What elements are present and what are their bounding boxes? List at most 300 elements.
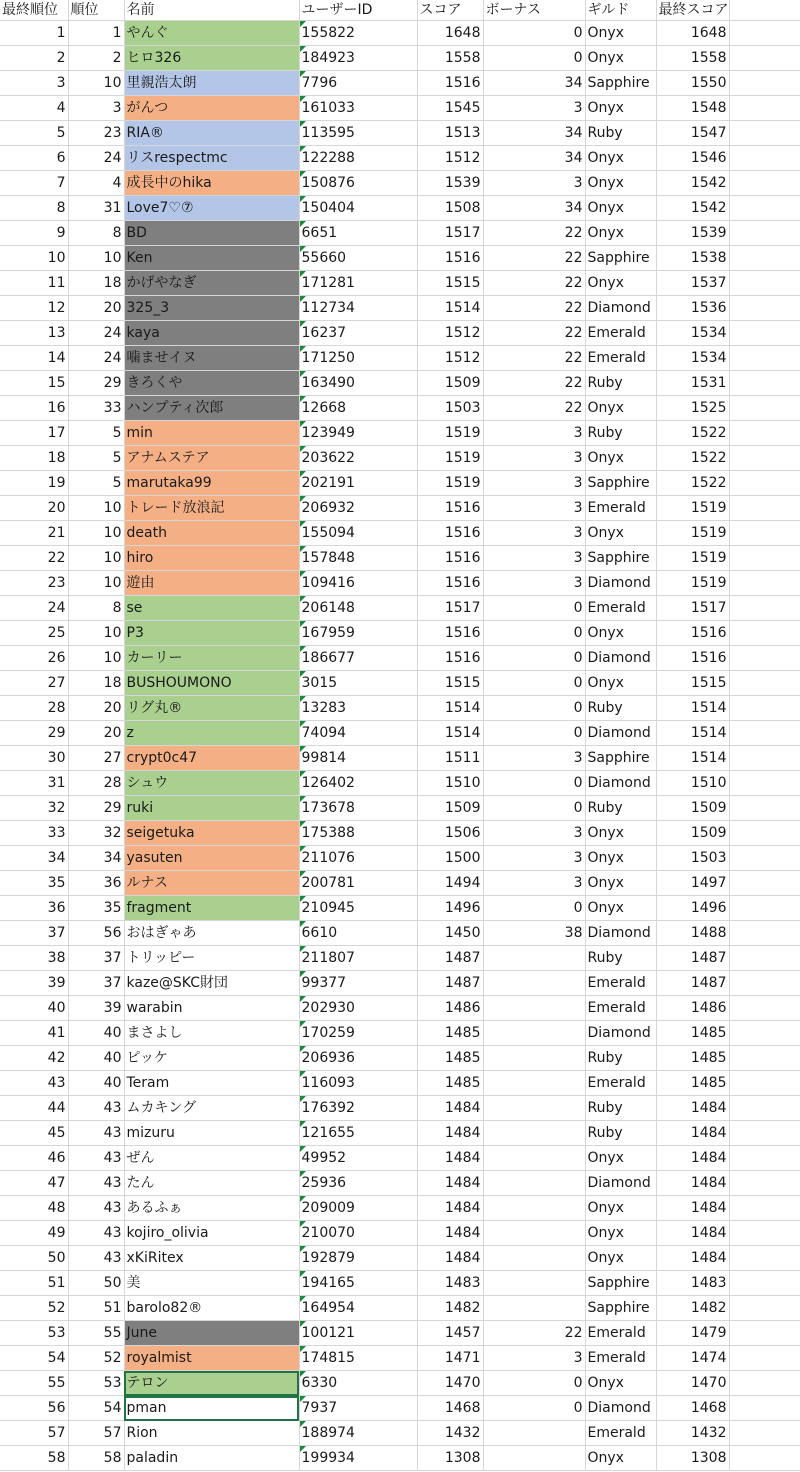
cell-guild[interactable]: Onyx — [585, 146, 656, 171]
cell-rank[interactable]: 10 — [68, 71, 124, 96]
cell-bonus[interactable]: 3 — [483, 96, 585, 121]
cell-final-rank[interactable]: 13 — [0, 321, 68, 346]
cell-guild[interactable]: Ruby — [585, 696, 656, 721]
cell-name[interactable]: 成長中のhika — [124, 171, 299, 196]
cell-final-score[interactable]: 1537 — [656, 271, 729, 296]
cell-final-score[interactable]: 1488 — [656, 921, 729, 946]
cell-bonus[interactable] — [483, 971, 585, 996]
cell-name[interactable]: kojiro_olivia — [124, 1221, 299, 1246]
cell-guild[interactable]: Onyx — [585, 871, 656, 896]
cell-final-score[interactable]: 1514 — [656, 696, 729, 721]
cell-final-score[interactable]: 1479 — [656, 1321, 729, 1346]
cell-user-id[interactable]: 16237 — [299, 321, 417, 346]
cell-name[interactable]: がんつ — [124, 96, 299, 121]
cell-final-score[interactable]: 1519 — [656, 496, 729, 521]
cell-empty[interactable] — [729, 646, 800, 671]
cell-final-rank[interactable]: 45 — [0, 1121, 68, 1146]
cell-name[interactable]: ぜん — [124, 1146, 299, 1171]
cell-guild[interactable]: Onyx — [585, 1246, 656, 1271]
cell-user-id[interactable]: 116093 — [299, 1071, 417, 1096]
cell-score[interactable]: 1482 — [417, 1296, 483, 1321]
cell-user-id[interactable]: 99814 — [299, 746, 417, 771]
cell-name[interactable]: BD — [124, 221, 299, 246]
cell-final-score[interactable]: 1484 — [656, 1171, 729, 1196]
cell-guild[interactable]: Diamond — [585, 296, 656, 321]
cell-final-score[interactable]: 1509 — [656, 796, 729, 821]
cell-empty[interactable] — [729, 1246, 800, 1271]
cell-final-rank[interactable]: 55 — [0, 1371, 68, 1396]
cell-guild[interactable]: Sapphire — [585, 246, 656, 271]
header-name[interactable]: 名前 — [124, 0, 299, 21]
cell-rank[interactable]: 28 — [68, 771, 124, 796]
cell-bonus[interactable] — [483, 1271, 585, 1296]
cell-score[interactable]: 1496 — [417, 896, 483, 921]
cell-name[interactable]: トレード放浪記 — [124, 496, 299, 521]
cell-final-score[interactable]: 1497 — [656, 871, 729, 896]
cell-final-score[interactable]: 1522 — [656, 421, 729, 446]
cell-bonus[interactable]: 0 — [483, 1396, 585, 1421]
cell-bonus[interactable]: 3 — [483, 171, 585, 196]
cell-name[interactable]: death — [124, 521, 299, 546]
cell-empty[interactable] — [729, 996, 800, 1021]
cell-bonus[interactable]: 3 — [483, 746, 585, 771]
cell-final-rank[interactable]: 56 — [0, 1396, 68, 1421]
cell-score[interactable]: 1483 — [417, 1271, 483, 1296]
cell-guild[interactable]: Diamond — [585, 1171, 656, 1196]
cell-score[interactable]: 1648 — [417, 21, 483, 46]
cell-score[interactable]: 1516 — [417, 546, 483, 571]
cell-name[interactable]: 遊由 — [124, 571, 299, 596]
cell-name[interactable]: fragment — [124, 896, 299, 921]
cell-final-score[interactable]: 1558 — [656, 46, 729, 71]
cell-final-score[interactable]: 1432 — [656, 1421, 729, 1446]
cell-guild[interactable]: Ruby — [585, 121, 656, 146]
cell-rank[interactable]: 29 — [68, 796, 124, 821]
cell-guild[interactable]: Diamond — [585, 1396, 656, 1421]
cell-user-id[interactable]: 171250 — [299, 346, 417, 371]
cell-guild[interactable]: Onyx — [585, 1146, 656, 1171]
cell-guild[interactable]: Emerald — [585, 1321, 656, 1346]
cell-name[interactable]: アナムステア — [124, 446, 299, 471]
cell-user-id[interactable]: 192879 — [299, 1246, 417, 1271]
cell-name[interactable]: hiro — [124, 546, 299, 571]
cell-final-rank[interactable]: 11 — [0, 271, 68, 296]
cell-score[interactable]: 1515 — [417, 671, 483, 696]
cell-user-id[interactable]: 188974 — [299, 1421, 417, 1446]
cell-guild[interactable]: Emerald — [585, 1071, 656, 1096]
cell-rank[interactable]: 40 — [68, 1021, 124, 1046]
cell-user-id[interactable]: 184923 — [299, 46, 417, 71]
cell-final-score[interactable]: 1550 — [656, 71, 729, 96]
cell-name[interactable]: あるふぁ — [124, 1196, 299, 1221]
cell-empty[interactable] — [729, 1096, 800, 1121]
cell-final-rank[interactable]: 24 — [0, 596, 68, 621]
cell-empty[interactable] — [729, 921, 800, 946]
cell-final-rank[interactable]: 43 — [0, 1071, 68, 1096]
cell-final-rank[interactable]: 2 — [0, 46, 68, 71]
cell-bonus[interactable]: 3 — [483, 1346, 585, 1371]
cell-score[interactable]: 1484 — [417, 1196, 483, 1221]
cell-final-score[interactable]: 1525 — [656, 396, 729, 421]
cell-rank[interactable]: 58 — [68, 1446, 124, 1471]
cell-final-score[interactable]: 1519 — [656, 546, 729, 571]
cell-final-rank[interactable]: 23 — [0, 571, 68, 596]
cell-name[interactable]: ピッケ — [124, 1046, 299, 1071]
cell-rank[interactable]: 10 — [68, 246, 124, 271]
cell-empty[interactable] — [729, 1346, 800, 1371]
cell-bonus[interactable] — [483, 1246, 585, 1271]
cell-user-id[interactable]: 194165 — [299, 1271, 417, 1296]
cell-final-rank[interactable]: 30 — [0, 746, 68, 771]
cell-user-id[interactable]: 161033 — [299, 96, 417, 121]
cell-final-rank[interactable]: 47 — [0, 1171, 68, 1196]
cell-score[interactable]: 1468 — [417, 1396, 483, 1421]
cell-final-score[interactable]: 1487 — [656, 971, 729, 996]
cell-rank[interactable]: 2 — [68, 46, 124, 71]
cell-empty[interactable] — [729, 721, 800, 746]
cell-score[interactable]: 1515 — [417, 271, 483, 296]
cell-empty[interactable] — [729, 571, 800, 596]
cell-user-id[interactable]: 6651 — [299, 221, 417, 246]
cell-user-id[interactable]: 202930 — [299, 996, 417, 1021]
cell-final-score[interactable]: 1516 — [656, 621, 729, 646]
cell-score[interactable]: 1506 — [417, 821, 483, 846]
cell-guild[interactable]: Onyx — [585, 1446, 656, 1471]
cell-empty[interactable] — [729, 1421, 800, 1446]
cell-final-rank[interactable]: 31 — [0, 771, 68, 796]
cell-guild[interactable]: Onyx — [585, 621, 656, 646]
cell-guild[interactable]: Onyx — [585, 46, 656, 71]
cell-bonus[interactable] — [483, 1296, 585, 1321]
cell-empty[interactable] — [729, 821, 800, 846]
cell-user-id[interactable]: 121655 — [299, 1121, 417, 1146]
cell-user-id[interactable]: 211807 — [299, 946, 417, 971]
cell-score[interactable]: 1516 — [417, 246, 483, 271]
cell-bonus[interactable]: 0 — [483, 596, 585, 621]
cell-guild[interactable]: Onyx — [585, 396, 656, 421]
cell-user-id[interactable]: 126402 — [299, 771, 417, 796]
cell-final-rank[interactable]: 40 — [0, 996, 68, 1021]
cell-guild[interactable]: Emerald — [585, 996, 656, 1021]
cell-user-id[interactable]: 211076 — [299, 846, 417, 871]
cell-user-id[interactable]: 100121 — [299, 1321, 417, 1346]
cell-name[interactable]: ハンプティ次郎 — [124, 396, 299, 421]
cell-user-id[interactable]: 164954 — [299, 1296, 417, 1321]
cell-final-rank[interactable]: 25 — [0, 621, 68, 646]
cell-name[interactable]: June — [124, 1321, 299, 1346]
cell-empty[interactable] — [729, 771, 800, 796]
cell-rank[interactable]: 27 — [68, 746, 124, 771]
cell-empty[interactable] — [729, 671, 800, 696]
cell-guild[interactable]: Ruby — [585, 1046, 656, 1071]
cell-bonus[interactable] — [483, 1196, 585, 1221]
cell-score[interactable]: 1508 — [417, 196, 483, 221]
cell-final-rank[interactable]: 3 — [0, 71, 68, 96]
cell-score[interactable]: 1512 — [417, 321, 483, 346]
cell-final-rank[interactable]: 58 — [0, 1446, 68, 1471]
cell-name[interactable]: Teram — [124, 1071, 299, 1096]
cell-empty[interactable] — [729, 746, 800, 771]
cell-score[interactable]: 1519 — [417, 421, 483, 446]
cell-name[interactable]: se — [124, 596, 299, 621]
cell-final-score[interactable]: 1509 — [656, 821, 729, 846]
cell-final-rank[interactable]: 9 — [0, 221, 68, 246]
cell-user-id[interactable]: 74094 — [299, 721, 417, 746]
cell-guild[interactable]: Onyx — [585, 1221, 656, 1246]
cell-rank[interactable]: 20 — [68, 296, 124, 321]
cell-rank[interactable]: 23 — [68, 121, 124, 146]
cell-final-score[interactable]: 1516 — [656, 646, 729, 671]
cell-name[interactable]: ruki — [124, 796, 299, 821]
cell-rank[interactable]: 5 — [68, 446, 124, 471]
cell-bonus[interactable]: 34 — [483, 196, 585, 221]
cell-rank[interactable]: 40 — [68, 1071, 124, 1096]
cell-guild[interactable]: Onyx — [585, 196, 656, 221]
cell-bonus[interactable]: 0 — [483, 896, 585, 921]
cell-user-id[interactable]: 7937 — [299, 1396, 417, 1421]
cell-name[interactable]: 325_3 — [124, 296, 299, 321]
cell-final-score[interactable]: 1485 — [656, 1071, 729, 1096]
cell-guild[interactable]: Sapphire — [585, 471, 656, 496]
cell-empty[interactable] — [729, 396, 800, 421]
cell-empty[interactable] — [729, 871, 800, 896]
cell-final-score[interactable]: 1486 — [656, 996, 729, 1021]
cell-user-id[interactable]: 209009 — [299, 1196, 417, 1221]
cell-name[interactable]: 里親浩太朗 — [124, 71, 299, 96]
cell-name[interactable]: ムカキング — [124, 1096, 299, 1121]
cell-score[interactable]: 1450 — [417, 921, 483, 946]
cell-bonus[interactable]: 22 — [483, 371, 585, 396]
cell-rank[interactable]: 56 — [68, 921, 124, 946]
cell-rank[interactable]: 43 — [68, 1121, 124, 1146]
cell-score[interactable]: 1516 — [417, 646, 483, 671]
cell-rank[interactable]: 24 — [68, 321, 124, 346]
cell-empty[interactable] — [729, 46, 800, 71]
cell-guild[interactable]: Onyx — [585, 821, 656, 846]
cell-score[interactable]: 1500 — [417, 846, 483, 871]
cell-guild[interactable]: Emerald — [585, 1421, 656, 1446]
cell-name[interactable]: royalmist — [124, 1346, 299, 1371]
cell-empty[interactable] — [729, 696, 800, 721]
cell-final-rank[interactable]: 28 — [0, 696, 68, 721]
cell-bonus[interactable] — [483, 996, 585, 1021]
cell-final-score[interactable]: 1519 — [656, 571, 729, 596]
cell-final-score[interactable]: 1485 — [656, 1021, 729, 1046]
cell-rank[interactable]: 57 — [68, 1421, 124, 1446]
cell-bonus[interactable]: 3 — [483, 846, 585, 871]
cell-user-id[interactable]: 99377 — [299, 971, 417, 996]
cell-guild[interactable]: Sapphire — [585, 1271, 656, 1296]
cell-final-score[interactable]: 1548 — [656, 96, 729, 121]
cell-user-id[interactable]: 109416 — [299, 571, 417, 596]
cell-final-rank[interactable]: 27 — [0, 671, 68, 696]
cell-guild[interactable]: Sapphire — [585, 546, 656, 571]
cell-final-score[interactable]: 1496 — [656, 896, 729, 921]
cell-guild[interactable]: Diamond — [585, 1021, 656, 1046]
cell-score[interactable]: 1485 — [417, 1071, 483, 1096]
cell-name[interactable]: Rion — [124, 1421, 299, 1446]
cell-final-rank[interactable]: 39 — [0, 971, 68, 996]
cell-guild[interactable]: Emerald — [585, 596, 656, 621]
cell-rank[interactable]: 43 — [68, 1246, 124, 1271]
cell-score[interactable]: 1513 — [417, 121, 483, 146]
cell-user-id[interactable]: 6610 — [299, 921, 417, 946]
cell-rank[interactable]: 50 — [68, 1271, 124, 1296]
cell-name[interactable]: 美 — [124, 1271, 299, 1296]
cell-guild[interactable]: Diamond — [585, 771, 656, 796]
cell-final-rank[interactable]: 29 — [0, 721, 68, 746]
cell-final-rank[interactable]: 42 — [0, 1046, 68, 1071]
header-final-rank[interactable]: 最終順位 — [0, 0, 68, 21]
cell-guild[interactable]: Diamond — [585, 646, 656, 671]
cell-user-id[interactable]: 123949 — [299, 421, 417, 446]
cell-name[interactable]: barolo82® — [124, 1296, 299, 1321]
cell-final-rank[interactable]: 33 — [0, 821, 68, 846]
cell-empty[interactable] — [729, 1271, 800, 1296]
cell-bonus[interactable] — [483, 1421, 585, 1446]
cell-final-rank[interactable]: 57 — [0, 1421, 68, 1446]
cell-user-id[interactable]: 200781 — [299, 871, 417, 896]
header-score[interactable]: スコア — [417, 0, 483, 21]
cell-score[interactable]: 1516 — [417, 496, 483, 521]
cell-name[interactable]: RIA® — [124, 121, 299, 146]
cell-final-score[interactable]: 1474 — [656, 1346, 729, 1371]
cell-guild[interactable]: Emerald — [585, 321, 656, 346]
cell-rank[interactable]: 33 — [68, 396, 124, 421]
cell-name[interactable]: z — [124, 721, 299, 746]
cell-final-rank[interactable]: 16 — [0, 396, 68, 421]
cell-score[interactable]: 1516 — [417, 621, 483, 646]
cell-user-id[interactable]: 173678 — [299, 796, 417, 821]
cell-final-score[interactable]: 1484 — [656, 1121, 729, 1146]
cell-name[interactable]: Love7♡⑦ — [124, 196, 299, 221]
cell-empty[interactable] — [729, 1396, 800, 1421]
cell-rank[interactable]: 8 — [68, 221, 124, 246]
cell-name[interactable]: seigetuka — [124, 821, 299, 846]
cell-score[interactable]: 1503 — [417, 396, 483, 421]
cell-user-id[interactable]: 206148 — [299, 596, 417, 621]
cell-empty[interactable] — [729, 1321, 800, 1346]
cell-rank[interactable]: 43 — [68, 1146, 124, 1171]
cell-score[interactable]: 1511 — [417, 746, 483, 771]
cell-guild[interactable]: Ruby — [585, 371, 656, 396]
cell-user-id[interactable]: 12668 — [299, 396, 417, 421]
cell-guild[interactable]: Diamond — [585, 921, 656, 946]
cell-user-id[interactable]: 186677 — [299, 646, 417, 671]
cell-guild[interactable]: Onyx — [585, 221, 656, 246]
cell-rank[interactable]: 39 — [68, 996, 124, 1021]
cell-rank[interactable]: 54 — [68, 1396, 124, 1421]
cell-score[interactable]: 1432 — [417, 1421, 483, 1446]
cell-empty[interactable] — [729, 621, 800, 646]
cell-name[interactable]: xKiRitex — [124, 1246, 299, 1271]
cell-final-rank[interactable]: 51 — [0, 1271, 68, 1296]
cell-rank[interactable]: 3 — [68, 96, 124, 121]
cell-name[interactable]: トリッピー — [124, 946, 299, 971]
cell-name[interactable]: カーリー — [124, 646, 299, 671]
cell-name[interactable]: ヒロ326 — [124, 46, 299, 71]
cell-final-rank[interactable]: 19 — [0, 471, 68, 496]
cell-rank[interactable]: 10 — [68, 621, 124, 646]
cell-guild[interactable]: Ruby — [585, 796, 656, 821]
cell-rank[interactable]: 24 — [68, 146, 124, 171]
cell-rank[interactable]: 10 — [68, 496, 124, 521]
cell-bonus[interactable]: 0 — [483, 21, 585, 46]
cell-user-id[interactable]: 199934 — [299, 1446, 417, 1471]
cell-final-score[interactable]: 1531 — [656, 371, 729, 396]
cell-empty[interactable] — [729, 96, 800, 121]
cell-final-rank[interactable]: 34 — [0, 846, 68, 871]
cell-empty[interactable] — [729, 471, 800, 496]
cell-empty[interactable] — [729, 196, 800, 221]
cell-score[interactable]: 1539 — [417, 171, 483, 196]
cell-empty[interactable] — [729, 246, 800, 271]
cell-name[interactable]: テロン — [124, 1371, 299, 1396]
cell-final-rank[interactable]: 52 — [0, 1296, 68, 1321]
cell-final-rank[interactable]: 8 — [0, 196, 68, 221]
cell-score[interactable]: 1484 — [417, 1171, 483, 1196]
cell-score[interactable]: 1514 — [417, 696, 483, 721]
cell-bonus[interactable]: 0 — [483, 621, 585, 646]
cell-bonus[interactable]: 3 — [483, 496, 585, 521]
cell-name[interactable]: たん — [124, 1171, 299, 1196]
cell-final-rank[interactable]: 17 — [0, 421, 68, 446]
cell-final-score[interactable]: 1484 — [656, 1246, 729, 1271]
cell-final-score[interactable]: 1517 — [656, 596, 729, 621]
cell-name[interactable]: mizuru — [124, 1121, 299, 1146]
cell-user-id[interactable]: 25936 — [299, 1171, 417, 1196]
cell-bonus[interactable]: 3 — [483, 521, 585, 546]
cell-final-score[interactable]: 1534 — [656, 321, 729, 346]
header-bonus[interactable]: ボーナス — [483, 0, 585, 21]
cell-bonus[interactable]: 3 — [483, 571, 585, 596]
cell-final-rank[interactable]: 14 — [0, 346, 68, 371]
cell-empty[interactable] — [729, 1446, 800, 1471]
cell-bonus[interactable]: 3 — [483, 471, 585, 496]
cell-score[interactable]: 1484 — [417, 1246, 483, 1271]
cell-final-score[interactable]: 1510 — [656, 771, 729, 796]
cell-name[interactable]: 噛ませイヌ — [124, 346, 299, 371]
cell-score[interactable]: 1517 — [417, 596, 483, 621]
cell-bonus[interactable]: 22 — [483, 296, 585, 321]
cell-score[interactable]: 1484 — [417, 1146, 483, 1171]
cell-user-id[interactable]: 202191 — [299, 471, 417, 496]
cell-score[interactable]: 1457 — [417, 1321, 483, 1346]
cell-bonus[interactable]: 34 — [483, 121, 585, 146]
cell-bonus[interactable] — [483, 1171, 585, 1196]
cell-bonus[interactable]: 22 — [483, 221, 585, 246]
cell-empty[interactable] — [729, 596, 800, 621]
cell-final-score[interactable]: 1519 — [656, 521, 729, 546]
cell-empty[interactable] — [729, 1121, 800, 1146]
cell-score[interactable]: 1470 — [417, 1371, 483, 1396]
cell-guild[interactable]: Diamond — [585, 571, 656, 596]
cell-final-rank[interactable]: 49 — [0, 1221, 68, 1246]
cell-user-id[interactable]: 167959 — [299, 621, 417, 646]
cell-final-rank[interactable]: 26 — [0, 646, 68, 671]
cell-final-rank[interactable]: 6 — [0, 146, 68, 171]
cell-empty[interactable] — [729, 1071, 800, 1096]
cell-guild[interactable]: Emerald — [585, 496, 656, 521]
cell-guild[interactable]: Onyx — [585, 1371, 656, 1396]
cell-score[interactable]: 1517 — [417, 221, 483, 246]
cell-guild[interactable]: Sapphire — [585, 71, 656, 96]
cell-final-rank[interactable]: 5 — [0, 121, 68, 146]
cell-score[interactable]: 1516 — [417, 71, 483, 96]
cell-name[interactable]: yasuten — [124, 846, 299, 871]
cell-final-rank[interactable]: 20 — [0, 496, 68, 521]
cell-empty[interactable] — [729, 546, 800, 571]
